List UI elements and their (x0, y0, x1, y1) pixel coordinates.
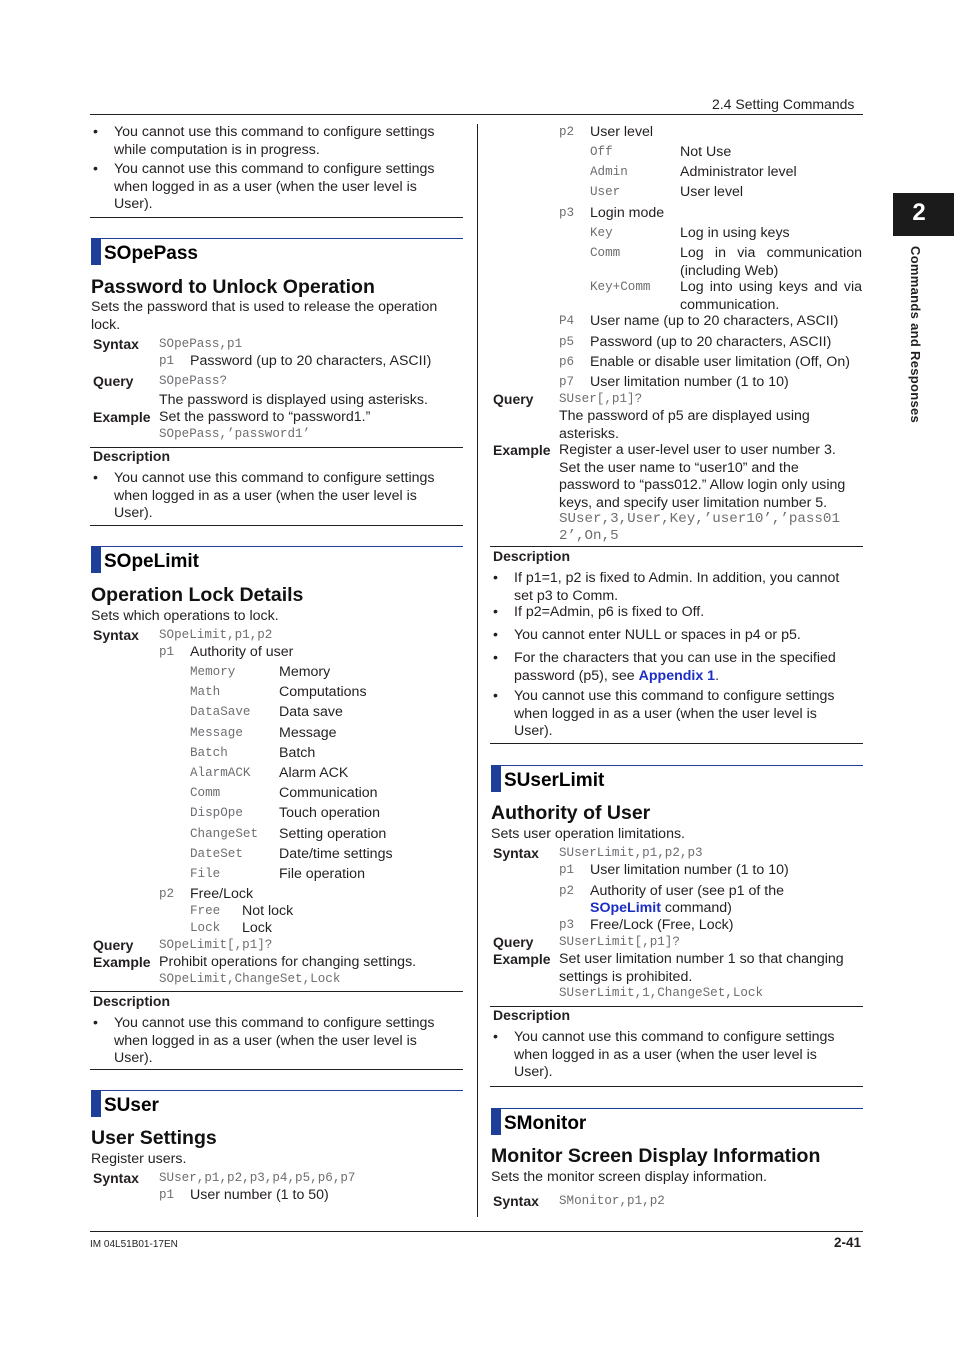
desc-sopelimit: Sets which operations to lock. (91, 608, 279, 624)
heading-suser: User Settings (91, 1127, 217, 1149)
option-text: Alarm ACK (279, 765, 349, 781)
option-text: Date/time settings (279, 845, 393, 862)
option-code: Comm (190, 786, 221, 801)
example-code: SUserLimit,1,ChangeSet,Lock (559, 986, 764, 1000)
syntax-label: Syntax (493, 845, 539, 861)
bullet-text: For the characters that you can use in the specified password (p5), see (514, 650, 836, 684)
description-bullet: If p2=Admin, p6 is fixed to Off. (514, 604, 705, 620)
section-title: SOpePass (104, 243, 198, 264)
query-code: SUserLimit[,p1]? (559, 935, 680, 949)
section-bar (91, 239, 101, 265)
example-label: Example (93, 954, 151, 970)
heading-smonitor: Monitor Screen Display Information (491, 1145, 821, 1167)
param-name: p2 (559, 884, 575, 898)
appendix-link[interactable]: Appendix 1 (638, 667, 716, 684)
section-bar (91, 1091, 101, 1117)
header-rule (90, 114, 863, 115)
description-label: Description (493, 548, 571, 564)
top-bullet-2: You cannot use this command to configure settings when logged in as a user (when the user level is User). (114, 161, 435, 212)
option-text: Setting operation (279, 825, 387, 842)
query-label: Query (493, 391, 534, 407)
param-text: Free/Lock (190, 886, 254, 902)
section-header-suserlimit (491, 765, 863, 792)
bullet-dot: • (93, 470, 98, 486)
bullet-dot: • (493, 1029, 498, 1045)
description-bullet: You cannot enter NULL or spaces in p4 or p5. (514, 627, 801, 643)
option-code: DispOpe (190, 806, 243, 821)
section-title: SMonitor (504, 1113, 587, 1134)
option-code: AlarmACK (190, 766, 251, 780)
heading-suserlimit: Authority of User (491, 802, 651, 824)
param-text: Enable or disable user limitation (Off, On) (590, 354, 850, 370)
section-bar (91, 547, 101, 573)
description-label: Description (93, 993, 171, 1009)
query-note: The password is displayed using asterisks. (159, 392, 428, 408)
description-bullet-appendix: For the characters that you can use in the specified password (p5), see Appendix 1. (514, 650, 836, 684)
section-header-sopelimit (91, 546, 463, 573)
param-text: User limitation number (1 to 10) (590, 862, 789, 878)
option-text: Data save (279, 704, 343, 721)
section-title: SOpeLimit (104, 551, 200, 572)
option-text: Log in via communication (including Web) (680, 245, 862, 279)
description-bullet: If p1=1, p2 is fixed to Admin. In addition, you cannot set p3 to Comm. (514, 570, 840, 604)
example-code: SOpePass,’password1’ (159, 427, 311, 441)
option-text: Message (279, 724, 337, 741)
option-code: ChangeSet (190, 826, 259, 841)
heading-sopelimit: Operation Lock Details (91, 584, 304, 606)
section-rule (90, 525, 463, 526)
option-code: Message (190, 725, 243, 740)
query-code: SOpePass? (159, 374, 228, 388)
option-code: Math (190, 685, 221, 700)
example-text: Set user limitation number 1 so that changing settings is prohibited. (559, 951, 844, 985)
syntax-code: SOpePass,p1 (159, 337, 243, 351)
link-suffix: command) (660, 900, 732, 916)
param-name: p3 (559, 206, 575, 220)
desc-suser: Register users. (91, 1151, 187, 1167)
param-name: p6 (559, 355, 575, 369)
param-name: p1 (159, 1188, 175, 1202)
syntax-code: SOpeLimit,p1,p2 (159, 628, 273, 642)
option-text: User level (680, 184, 744, 200)
description-label: Description (493, 1007, 571, 1023)
section-rule (490, 743, 863, 744)
section-rule (490, 1086, 863, 1087)
desc-smonitor: Sets the monitor screen display information. (491, 1169, 767, 1185)
option-text: Administrator level (680, 164, 797, 180)
param-name: p1 (159, 645, 175, 659)
option-code: User (590, 185, 621, 199)
section-header-smonitor (491, 1108, 863, 1135)
bullet-dot: • (493, 650, 498, 666)
heading-sopepass: Password to Unlock Operation (91, 276, 375, 298)
doc-id: IM 04L51B01-17EN (90, 1239, 178, 1250)
param-text: Authority of user (see p1 of the (590, 883, 785, 899)
page-number: 2-41 (834, 1235, 862, 1250)
syntax-label: Syntax (493, 1193, 539, 1209)
example-code: SOpeLimit,ChangeSet,Lock (159, 972, 341, 986)
option-text: Communication (279, 785, 378, 802)
param-name: p3 (559, 918, 575, 932)
option-code: DateSet (190, 846, 243, 861)
param-text: User limitation number (1 to 10) (590, 374, 789, 390)
param-text: User number (1 to 50) (190, 1187, 329, 1203)
section-rule (90, 217, 463, 218)
example-text: Register a user-level user to user number 3. Set the user name to “user10” and the password to “pass012.” Allow login only using keys, and specify user limitation number 5. (559, 442, 846, 511)
option-text: Not Use (680, 144, 732, 160)
description-label: Description (93, 448, 171, 464)
param-text: User level (590, 124, 654, 140)
query-label: Query (493, 934, 534, 950)
description-bullet: You cannot use this command to configure settings when logged in as a user (when the user level is User). (514, 688, 835, 739)
running-header: 2.4 Setting Commands (712, 96, 855, 112)
param-text: Login mode (590, 205, 665, 221)
param-text: Authority of user (190, 644, 294, 660)
query-note: The password of p5 are displayed using asterisks. (559, 408, 810, 442)
option-text: Memory (279, 664, 331, 680)
example-code: SUser,3,User,Key,’user10’,’pass012’,On,5 (559, 511, 840, 544)
description-bullet: You cannot use this command to configure settings when logged in as a user (when the user level is User). (514, 1029, 835, 1080)
option-text: Log into using keys and via communication. (680, 279, 862, 313)
option-text: Not lock (242, 903, 294, 919)
bullet-dot: • (93, 124, 98, 140)
param-text: Password (up to 20 characters, ASCII) (590, 334, 832, 350)
param-text: Free/Lock (Free, Lock) (590, 917, 734, 933)
bullet-dot: • (493, 688, 498, 704)
section-header-suser (91, 1090, 463, 1117)
bullet-dot: • (493, 604, 498, 620)
option-code: File (190, 867, 221, 881)
query-label: Query (93, 937, 134, 953)
description-rule (490, 546, 863, 547)
chapter-label: Commands and Responses (908, 246, 923, 424)
query-code: SUser[,p1]? (559, 392, 643, 406)
chapter-label-container (909, 246, 929, 446)
param-name: p1 (159, 354, 175, 368)
section-title: SUserLimit (504, 770, 605, 791)
option-code: Memory (190, 665, 236, 679)
option-code: DataSave (190, 705, 251, 720)
section-bar (491, 1109, 501, 1135)
syntax-label: Syntax (93, 336, 139, 352)
example-text: Set the password to “password1.” (159, 409, 371, 425)
param-text: User name (up to 20 characters, ASCII) (590, 313, 839, 329)
option-text: File operation (279, 866, 365, 882)
footer-rule (90, 1231, 863, 1232)
param-name: P4 (559, 314, 575, 328)
example-label: Example (93, 409, 151, 425)
example-text: Prohibit operations for changing settings. (159, 954, 417, 970)
description-bullet: You cannot use this command to configure settings when logged in as a user (when the user level is User). (114, 470, 435, 521)
top-bullet-1: You cannot use this command to configure settings while computation is in progress. (114, 124, 435, 158)
example-label: Example (493, 951, 551, 967)
syntax-label: Syntax (93, 627, 139, 643)
desc-sopepass: Sets the password that is used to release the operation lock. (91, 299, 438, 333)
description-rule (90, 991, 463, 992)
column-divider (477, 124, 478, 1217)
option-code: Key (590, 226, 613, 240)
option-code: Comm (590, 246, 621, 260)
param-name: p7 (559, 375, 575, 389)
syntax-code: SUserLimit,p1,p2,p3 (559, 846, 703, 860)
desc-suserlimit: Sets user operation limitations. (491, 826, 685, 842)
bullet-dot: • (493, 627, 498, 643)
syntax-code: SMonitor,p1,p2 (559, 1194, 665, 1208)
bullet-dot: • (93, 1015, 98, 1031)
option-text: Lock (242, 920, 272, 936)
description-bullet: You cannot use this command to configure settings when logged in as a user (when the user level is User). (114, 1015, 435, 1066)
option-text: Log in using keys (680, 225, 790, 241)
option-code: Free (190, 904, 221, 918)
chapter-tab (893, 193, 954, 236)
section-rule (90, 1069, 463, 1070)
param-name: p2 (559, 125, 575, 139)
param-name: p2 (159, 887, 175, 901)
section-header-sopepass (91, 238, 463, 265)
option-code: Key+Comm (590, 280, 651, 294)
option-text: Touch operation (279, 805, 380, 822)
param-text: Password (up to 20 characters, ASCII) (190, 353, 432, 369)
param-name: p5 (559, 335, 575, 349)
query-label: Query (93, 373, 134, 389)
param-name: p1 (559, 863, 575, 877)
query-code: SOpeLimit[,p1]? (159, 938, 273, 952)
option-text: Computations (279, 684, 367, 701)
example-label: Example (493, 442, 551, 458)
option-code: Batch (190, 745, 228, 760)
sopelimit-link[interactable]: SOpeLimit (590, 900, 661, 916)
option-code: Admin (590, 165, 628, 179)
syntax-label: Syntax (93, 1170, 139, 1186)
bullet-dot: • (93, 161, 98, 177)
option-code: Lock (190, 921, 221, 935)
syntax-code: SUser,p1,p2,p3,p4,p5,p6,p7 (159, 1171, 356, 1185)
chapter-number: 2 (912, 199, 926, 226)
param-text-continued (590, 900, 732, 917)
section-title: SUser (104, 1095, 159, 1116)
bullet-dot: • (493, 570, 498, 586)
section-bar (491, 766, 501, 792)
option-code: Off (590, 145, 613, 159)
option-text: Batch (279, 744, 316, 761)
